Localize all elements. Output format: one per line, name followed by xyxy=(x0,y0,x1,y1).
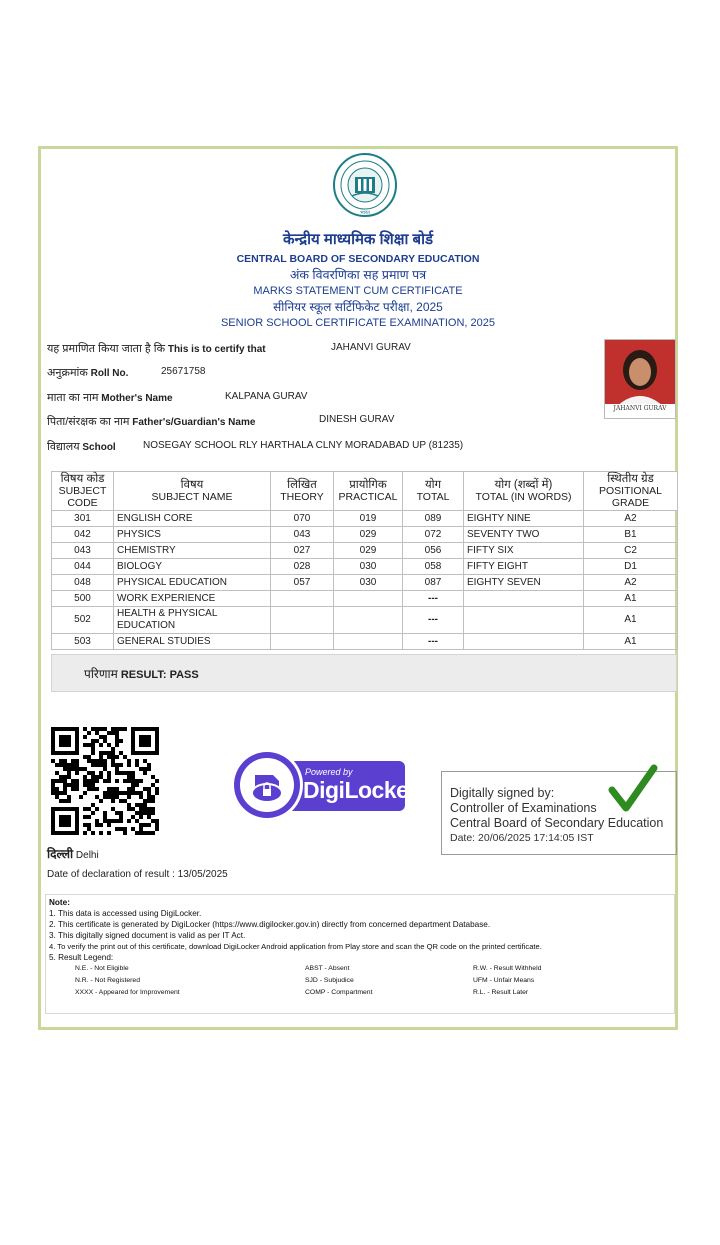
document-title-hindi: अंक विवरणिका सह प्रमाण पत्र xyxy=(289,268,427,282)
total-words-cell: EIGHTY SEVEN xyxy=(464,575,584,591)
total-words-cell: FIFTY EIGHT xyxy=(464,559,584,575)
theory-cell: 027 xyxy=(271,543,334,559)
digital-signature-box xyxy=(441,771,677,855)
legend-item: UFM - Unfair Means xyxy=(473,977,535,984)
total-cell: 089 xyxy=(403,511,464,527)
declaration-date: Date of declaration of result : 13/05/2025 xyxy=(47,869,228,880)
header-total-words: योग (शब्दों में) TOTAL (IN WORDS) xyxy=(464,472,584,511)
total-cell: --- xyxy=(403,591,464,607)
subject-name-cell: BIOLOGY xyxy=(114,559,271,575)
grade-cell: A2 xyxy=(584,575,678,591)
theory-cell: 070 xyxy=(271,511,334,527)
total-cell: --- xyxy=(403,634,464,650)
total-cell: --- xyxy=(403,607,464,634)
subject-name-cell: CHEMISTRY xyxy=(114,543,271,559)
table-row xyxy=(52,575,678,591)
legend-item: SJD - Subjudice xyxy=(305,977,354,984)
father-label: पिता/संरक्षक का नाम Father's/Guardian's Name xyxy=(47,416,256,428)
grade-cell: A1 xyxy=(584,634,678,650)
subject-code-cell: 502 xyxy=(52,607,114,634)
grade-cell: A1 xyxy=(584,591,678,607)
table-row xyxy=(52,527,678,543)
cbse-emblem-logo xyxy=(332,152,398,224)
document-title-english: MARKS STATEMENT CUM CERTIFICATE xyxy=(253,285,463,297)
note-item: 1. This data is accessed using DigiLocker. xyxy=(49,909,202,918)
theory-cell: 057 xyxy=(271,575,334,591)
practical-cell: 029 xyxy=(334,543,403,559)
total-cell: 058 xyxy=(403,559,464,575)
table-row xyxy=(52,543,678,559)
certify-label: यह प्रमाणित किया जाता है कि This is to certify that xyxy=(47,343,266,355)
mother-label: माता का नाम Mother's Name xyxy=(47,392,173,404)
table-row xyxy=(52,511,678,527)
result-text: परिणाम RESULT: PASS xyxy=(84,667,199,681)
qr-code[interactable] xyxy=(51,727,159,835)
father-name: DINESH GURAV xyxy=(319,414,395,425)
header-subject-name: विषय SUBJECT NAME xyxy=(114,472,271,511)
certificate xyxy=(38,146,678,1030)
total-cell: 087 xyxy=(403,575,464,591)
legend-item: XXXX - Appeared for Improvement xyxy=(75,989,180,996)
student-photo xyxy=(604,339,676,419)
legend-item: COMP - Compartment xyxy=(305,989,373,996)
total-cell: 056 xyxy=(403,543,464,559)
result-value: PASS xyxy=(169,669,199,681)
header-total: योग TOTAL xyxy=(403,472,464,511)
signature-date: Date: 20/06/2025 17:14:05 IST xyxy=(450,832,594,844)
subject-code-cell: 503 xyxy=(52,634,114,650)
practical-cell: 019 xyxy=(334,511,403,527)
grade-cell: C2 xyxy=(584,543,678,559)
practical-cell: 030 xyxy=(334,575,403,591)
subject-code-cell: 500 xyxy=(52,591,114,607)
practical-cell xyxy=(334,607,403,634)
subject-code-cell: 048 xyxy=(52,575,114,591)
total-words-cell: FIFTY SIX xyxy=(464,543,584,559)
subject-name-cell: PHYSICAL EDUCATION xyxy=(114,575,271,591)
roll-number: 25671758 xyxy=(161,366,206,377)
table-row xyxy=(52,607,678,634)
signature-line-2: Controller of Examinations xyxy=(450,801,597,815)
subject-name-cell: ENGLISH CORE xyxy=(114,511,271,527)
digilocker-brand: DigiLocker xyxy=(303,777,417,803)
board-name-hindi: केन्द्रीय माध्यमिक शिक्षा बोर्ड xyxy=(283,231,433,248)
table-row xyxy=(52,559,678,575)
mother-name: KALPANA GURAV xyxy=(225,391,308,402)
photo-caption: JAHANVI GURAV xyxy=(613,405,667,412)
theory-cell xyxy=(271,607,334,634)
practical-cell: 029 xyxy=(334,527,403,543)
grade-cell: A2 xyxy=(584,511,678,527)
legend-item: R.L. - Result Later xyxy=(473,989,529,996)
exam-title-english: SENIOR SCHOOL CERTIFICATE EXAMINATION, 2025 xyxy=(220,317,496,329)
notes-section xyxy=(45,894,675,1014)
legend-item: ABST - Absent xyxy=(305,965,350,972)
grade-cell: B1 xyxy=(584,527,678,543)
theory-cell: 028 xyxy=(271,559,334,575)
powered-by-text: Powered by xyxy=(305,767,353,777)
check-mark-icon xyxy=(608,764,658,816)
student-name: JAHANVI GURAV xyxy=(331,342,411,353)
legend-item: N.R. - Not Registered xyxy=(75,977,140,984)
practical-cell: 030 xyxy=(334,559,403,575)
practical-cell xyxy=(334,591,403,607)
total-words-cell: EIGHTY NINE xyxy=(464,511,584,527)
legend-item: R.W. - Result Withheld xyxy=(473,965,542,972)
table-header-row xyxy=(52,472,678,511)
subject-name-cell: WORK EXPERIENCE xyxy=(114,591,271,607)
subject-code-cell: 042 xyxy=(52,527,114,543)
total-cell: 072 xyxy=(403,527,464,543)
subject-code-cell: 043 xyxy=(52,543,114,559)
practical-cell xyxy=(334,634,403,650)
header-subject-code: विषय कोड SUBJECT CODE xyxy=(52,472,114,511)
marks-table xyxy=(51,471,678,650)
subject-name-cell: HEALTH & PHYSICAL EDUCATION xyxy=(114,607,271,634)
theory-cell: 043 xyxy=(271,527,334,543)
digilocker-badge xyxy=(229,747,417,823)
school-label: विद्यालय School xyxy=(47,441,116,453)
exam-title-hindi: सीनियर स्कूल सर्टिफिकेट परीक्षा, 2025 xyxy=(273,300,443,314)
subject-name-cell: PHYSICS xyxy=(114,527,271,543)
result-legend xyxy=(49,963,671,999)
note-item: 4. To verify the print out of this certificate, download DigiLocker Android application from Play store and scan the QR code on the printed certificate. xyxy=(49,942,542,951)
grade-cell: A1 xyxy=(584,607,678,634)
table-row xyxy=(52,634,678,650)
header-practical: प्रायोगिक PRACTICAL xyxy=(334,472,403,511)
subject-name-cell: GENERAL STUDIES xyxy=(114,634,271,650)
total-words-cell xyxy=(464,591,584,607)
notes-title: Note: xyxy=(49,898,70,907)
total-words-cell: SEVENTY TWO xyxy=(464,527,584,543)
board-name-english: CENTRAL BOARD OF SECONDARY EDUCATION xyxy=(236,253,480,265)
table-row xyxy=(52,591,678,607)
legend-item: N.E. - Not Eligible xyxy=(75,965,129,972)
theory-cell xyxy=(271,591,334,607)
subject-code-cell: 044 xyxy=(52,559,114,575)
subject-code-cell: 301 xyxy=(52,511,114,527)
signature-line-1: Digitally signed by: xyxy=(450,786,555,800)
total-words-cell xyxy=(464,634,584,650)
signature-line-3: Central Board of Secondary Education xyxy=(450,816,664,830)
place: दिल्ली Delhi xyxy=(47,847,99,861)
roll-label: अनुक्रमांक Roll No. xyxy=(47,367,129,379)
theory-cell xyxy=(271,634,334,650)
note-item: 2. This certificate is generated by DigiLocker (https://www.digilocker.gov.in) directly from concerned department Database. xyxy=(49,920,491,929)
grade-cell: D1 xyxy=(584,559,678,575)
school-name: NOSEGAY SCHOOL RLY HARTHALA CLNY MORADABAD UP (81235) xyxy=(143,440,464,451)
header-theory: लिखित THEORY xyxy=(271,472,334,511)
note-item: 3. This digitally signed document is valid as per IT Act. xyxy=(49,931,246,940)
result-box xyxy=(51,654,677,692)
header-grade: स्थितीय ग्रेड POSITIONAL GRADE xyxy=(584,472,678,511)
svg-text:भारत: भारत xyxy=(360,210,370,216)
total-words-cell xyxy=(464,607,584,634)
note-item: 5. Result Legend: xyxy=(49,953,114,962)
